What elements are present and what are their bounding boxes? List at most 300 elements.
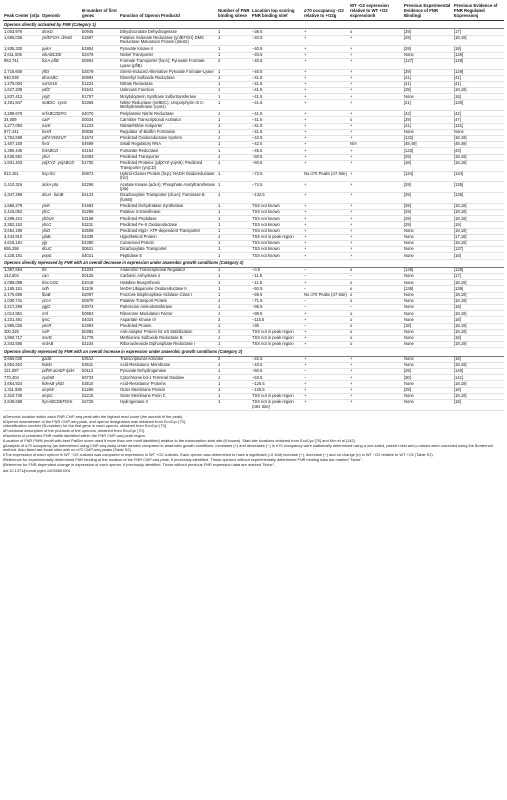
table-cell: 655,298 — [3, 247, 41, 253]
table-cell: b4335 — [81, 234, 119, 240]
table-cell: Acid-Resistance Membrane — [119, 362, 217, 368]
table-cell: 1,277,082 — [3, 123, 41, 129]
table-cell: [126] — [453, 52, 504, 58]
table-cell: [19] — [453, 46, 504, 52]
table-cell: Dicarboxylate Transporter (dcuA); Fumarase B (fumB) — [119, 193, 217, 204]
table-cell: None — [403, 329, 453, 335]
column-header: σ70 occupancy -O2 relative to +O2g — [303, 2, 349, 21]
table-cell: + — [303, 129, 349, 135]
table-cell: + — [349, 75, 403, 81]
table-cell: b1541 — [81, 88, 119, 94]
table-cell: Carbonic Anhydrase 2 — [119, 274, 217, 280]
table-cell: ydfZ — [41, 88, 81, 94]
table-cell: None — [403, 52, 453, 58]
table-cell: TSS not in peak region — [251, 342, 303, 348]
table-cell: 3,635,591 — [3, 154, 41, 160]
table-cell: + — [349, 216, 403, 222]
column-header: Peak Center (nt)a — [3, 2, 41, 21]
table-cell: [41] — [403, 75, 453, 81]
table-cell: 1 — [217, 240, 251, 246]
table-cell: −22.5 — [251, 356, 303, 362]
table-cell: 1 — [217, 305, 251, 311]
table-cell: [29] — [403, 46, 453, 52]
table-cell: b0873 — [81, 171, 119, 182]
table-cell: Periplasmic Nitrite Reductase — [119, 111, 217, 117]
table-cell: 1 — [217, 393, 251, 399]
table-cell: [18] — [453, 356, 504, 362]
table-cell: b3510 — [81, 381, 119, 387]
table-cell: −40.5 — [251, 52, 303, 58]
table-cell: 400,328 — [3, 329, 41, 335]
table-cell: − — [303, 298, 349, 304]
table-cell: 1 — [217, 193, 251, 204]
table-cell: [132] — [403, 135, 453, 141]
table-cell: nirBDC- cysG — [41, 100, 81, 111]
table-cell: pykA — [41, 46, 81, 52]
table-cell: [29] — [403, 117, 453, 123]
table-cell: Ribonucleoside Diphosphate Reductase I — [119, 342, 217, 348]
table-cell: [18,19] — [453, 154, 504, 160]
table-cell: b1854 — [81, 46, 119, 52]
table-cell: + — [349, 356, 403, 362]
table-cell: [29] — [403, 210, 453, 216]
table-cell: Outer Membrane Porin C — [119, 393, 217, 399]
table-cell: [133] — [403, 148, 453, 154]
table-cell: NADH:Ubiquinone Oxidoreductase II — [119, 286, 217, 292]
table-cell: 3,491,947 — [3, 100, 41, 111]
table-cell: Fumarate Reductase — [119, 148, 217, 154]
table-cell: TSS not known — [251, 216, 303, 222]
table-cell: 2,342,585 — [3, 342, 41, 348]
table-cell: yecR — [41, 323, 81, 329]
table-cell: cydAB — [41, 375, 81, 381]
table-cell: No σ70 Peaks (σ7 Site) — [303, 292, 349, 298]
table-cell: −132.5 — [251, 193, 303, 204]
table-cell: + — [349, 129, 403, 135]
table-cell: + — [349, 171, 403, 182]
table-cell: − — [303, 305, 349, 311]
table-cell: + — [303, 75, 349, 81]
table-cell: dcuA- fumB — [41, 193, 81, 204]
table-cell: [43] — [453, 148, 504, 154]
table-cell: Predicted Fe-S Oxidoreductase — [119, 222, 217, 228]
table-cell: 2 — [217, 356, 251, 362]
table-cell: + — [303, 29, 349, 35]
table-cell: Pyruvate Dehydrogenase — [119, 369, 217, 375]
table-cell: [42] — [403, 111, 453, 117]
table-cell: + — [303, 356, 349, 362]
table-cell: + — [303, 228, 349, 234]
table-cell: + — [303, 387, 349, 393]
table-cell: [18,19] — [453, 298, 504, 304]
table-cell: TSS not known — [251, 240, 303, 246]
table-cell: None — [403, 305, 453, 311]
table-cell: + — [349, 362, 403, 368]
table-cell: TSS not known — [251, 203, 303, 209]
table-cell: dmsABC — [41, 75, 81, 81]
footnote: aGenomic location within each FNR ChIP-seq peak with the highest read count (the summit of the peak). — [3, 413, 184, 419]
table-cell: fbaB — [41, 292, 81, 298]
table-cell: −72.5 — [251, 171, 303, 182]
table-cell: Predicted Oxidoreductase System — [119, 135, 217, 141]
table-cell: [18,19] — [453, 216, 504, 222]
table-cell: b4021 — [81, 253, 119, 259]
table-cell: pepE — [41, 253, 81, 259]
table-footnotes — [3, 415, 504, 474]
table-cell: 1 — [217, 111, 251, 117]
table-cell: Hypothetical Protein — [119, 234, 217, 240]
table-cell: −98.5 — [251, 311, 303, 317]
table-cell: b1757 — [81, 94, 119, 100]
table-cell: 3,299,421 — [3, 216, 41, 222]
table-cell: None — [403, 94, 453, 100]
footnote: iReference for experimentally determined FNR binding at the location of the FNR ChIP-seq peak, if previously identified. Those operons without experimentally determined FNR binding data are marked "None". — [3, 456, 363, 462]
column-header: Number of FNR binding sitese — [217, 2, 251, 21]
table-cell: 2,848,688 — [3, 400, 41, 411]
table-cell: 1,407,150 — [3, 142, 41, 148]
table-cell: fnrS — [41, 142, 81, 148]
table-cell: [18] — [453, 387, 504, 393]
doi-text: doi:10.1371/journal.pgen.1003565.t001 — [3, 467, 71, 473]
table-cell: b1109 — [81, 286, 119, 292]
table-cell: bssR — [41, 129, 81, 135]
table-cell: − — [349, 274, 403, 280]
table-cell: ydjXYZ- ynjABCD — [41, 160, 81, 171]
table-cell: −41.5 — [251, 75, 303, 81]
table-cell: 1,986,025 — [3, 323, 41, 329]
footnote: cIdentification number (B-number) for the first gene in each operon, obtained from EcoCyc [70]. — [3, 423, 167, 429]
table-cell: 142,604 — [3, 274, 41, 280]
table-row — [3, 35, 504, 46]
table-cell: + — [303, 393, 349, 399]
table-cell: Predicted Protein — [119, 323, 217, 329]
table-cell: 3,654,924 — [3, 362, 41, 368]
table-cell: TSS not in peak region — [251, 329, 303, 335]
table-cell: [29] — [403, 203, 453, 209]
table-cell: + — [349, 69, 403, 75]
table-cell: 3,611,605 — [3, 52, 41, 58]
table-cell: b3511 — [81, 362, 119, 368]
table-cell: + — [349, 234, 403, 240]
table-cell: + — [303, 46, 349, 52]
table-cell: 3,654,199 — [3, 228, 41, 234]
table-cell: o — [349, 335, 403, 341]
table-cell: [138] — [403, 267, 453, 273]
table-cell: b0382 — [81, 329, 119, 335]
table-cell: 940,035 — [3, 75, 41, 81]
table-cell: frdABCD — [41, 148, 81, 154]
table-cell: 2,716,605 — [3, 69, 41, 75]
table-cell: 3,217,259 — [3, 305, 41, 311]
table-cell: [48,49] — [453, 142, 504, 148]
table-row — [3, 171, 504, 182]
footnote: fLocation of FNR PWM (motif with best PatSer score used if more than one motif identified) relative to the transcription start site (if known). Start site locations obtained from EcoCyc [70] and Kim et al [142]. — [3, 437, 356, 443]
table-cell: + — [349, 228, 403, 234]
table-cell: + — [303, 154, 349, 160]
table-cell: [29] — [403, 222, 453, 228]
table-cell: lysC — [41, 317, 81, 323]
table-cell: 1 — [217, 400, 251, 411]
table-cell: + — [303, 317, 349, 323]
table-cell: + — [349, 381, 403, 387]
table-cell: −41.5 — [251, 123, 303, 129]
table-cell: − — [303, 375, 349, 381]
table-cell: 1 — [217, 247, 251, 253]
table-cell: + — [349, 88, 403, 94]
table-cell: + — [349, 35, 403, 46]
table-cell: nrdAB — [41, 342, 81, 348]
table-cell: + — [303, 111, 349, 117]
table-cell: b2018 — [81, 280, 119, 286]
column-header: B-number of first genec — [81, 2, 119, 21]
table-cell: [18] — [403, 323, 453, 329]
table-cell: Transcriptional Activator — [119, 356, 217, 362]
table-cell: Peptidase E — [119, 253, 217, 259]
table-cell: yjjI — [41, 240, 81, 246]
table-cell: TSS not in peak region (σ54 Site) — [251, 400, 303, 411]
table-cell: ackA-pta — [41, 182, 81, 193]
table-cell: Methionine Sulfoxide Reductase B — [119, 335, 217, 341]
table-cell: 4,615,181 — [3, 240, 41, 246]
table-cell: 1 — [217, 81, 251, 87]
table-cell: Molybdopterin Synthase Sulfurtransferase — [119, 94, 217, 100]
table-cell: 1,831,403 — [3, 160, 41, 171]
table-cell: + — [303, 148, 349, 154]
table-cell: Predicted Transporter — [119, 154, 217, 160]
table-cell: [18,19] — [453, 203, 504, 209]
table-cell: Predicted Mg2+ ATP-dependent Transporter — [119, 228, 217, 234]
category-title: Operons directly repressed by FNR with an overall decrease in expression under anaerobic growth conditions (Category 2) — [3, 259, 504, 267]
table-cell: 1 — [217, 335, 251, 341]
table-cell: Predicted Peptidase — [119, 216, 217, 222]
table-cell: 3,352,152 — [3, 222, 41, 228]
table-cell: 2,088,088 — [3, 280, 41, 286]
table-cell: b3365 — [81, 100, 119, 111]
table-cell: [18,19] — [453, 35, 504, 46]
table-cell: yfiD — [41, 69, 81, 75]
table-cell: b0034 — [81, 117, 119, 123]
table-cell: Putative Transport Protein — [119, 298, 217, 304]
table-cell: 1 — [217, 222, 251, 228]
table-cell: Outer Membrane Protein — [119, 387, 217, 393]
table-cell: b0621 — [81, 247, 119, 253]
table-cell: + — [349, 387, 403, 393]
table-cell: [42] — [453, 111, 504, 117]
table-cell: [29] — [403, 154, 453, 160]
table-cell: [138] — [453, 267, 504, 273]
table-cell: TSS not in peak region — [251, 234, 303, 240]
table-cell: b2296 — [81, 182, 119, 193]
table-cell: o — [349, 286, 403, 292]
table-cell: + — [349, 111, 403, 117]
table-cell: can — [41, 274, 81, 280]
table-cell: 953,741 — [3, 58, 41, 69]
column-header: Location top scoring FNR binding sitef — [251, 2, 303, 21]
table-cell: [18,19] — [453, 323, 504, 329]
table-cell: [134] — [453, 171, 504, 182]
table-cell: Dicarboxylate Transporter — [119, 247, 217, 253]
table-cell: ompW — [41, 387, 81, 393]
table-cell: yniK — [41, 203, 81, 209]
table-cell: + — [303, 381, 349, 387]
footnote: jReference for FNR-dependent change in expression of each operon, if previously identified. Those without previous FNR expression data are marked "None". — [3, 461, 276, 467]
table-cell: [41] — [453, 81, 504, 87]
table-cell: None — [403, 311, 453, 317]
table-cell: −50.5 — [251, 154, 303, 160]
table-cell: b4154 — [81, 148, 119, 154]
table-cell: b0894 — [81, 75, 119, 81]
table-cell: 1 — [217, 253, 251, 259]
table-header-row — [3, 2, 504, 21]
table-cell: Pyruvate Kinase II — [119, 46, 217, 52]
table-cell: [18,19] — [453, 362, 504, 368]
table-cell: 2 — [217, 317, 251, 323]
table-cell: [29] — [403, 35, 453, 46]
table-cell: 1,656,036 — [3, 35, 41, 46]
table-cell: None — [403, 234, 453, 240]
table-cell: [130] — [453, 100, 504, 111]
table-cell: msrB — [41, 335, 81, 341]
table-cell: b0126 — [81, 274, 119, 280]
table-cell: 1 — [217, 292, 251, 298]
table-cell: + — [303, 88, 349, 94]
table-cell: 4,347,259 — [3, 193, 41, 204]
table-cell: Anaerobic Transcriptional Regulator — [119, 267, 217, 273]
table-cell: b0953 — [81, 311, 119, 317]
table-cell: TSS not known — [251, 228, 303, 234]
table-cell: 1 — [217, 274, 251, 280]
table-cell: b0733 — [81, 375, 119, 381]
table-cell: + — [303, 135, 349, 141]
table-cell: None — [403, 393, 453, 399]
table-cell: + — [349, 81, 403, 87]
table-cell: 2,176,686 — [3, 292, 41, 298]
table-cell: [17] — [453, 274, 504, 280]
table-cell: b1223 — [81, 123, 119, 129]
table-cell: [29] — [403, 387, 453, 393]
table-cell: None — [403, 253, 453, 259]
table-row — [3, 58, 504, 69]
table-cell: [18,19] — [453, 311, 504, 317]
table-cell: yccA — [41, 298, 81, 304]
table-cell: o — [349, 323, 403, 329]
table-cell: o — [349, 117, 403, 123]
table-cell: + — [303, 81, 349, 87]
table-cell: ynfEFGH- dmsD — [41, 35, 81, 46]
table-cell: + — [349, 210, 403, 216]
table-cell: b0904 — [81, 58, 119, 69]
table-cell: + — [303, 58, 349, 69]
table-cell: [134] — [403, 171, 453, 182]
table-cell: [18,19] — [453, 292, 504, 298]
table-cell: hcp-hcr — [41, 171, 81, 182]
table-cell: [135] — [453, 182, 504, 193]
table-cell: + — [303, 400, 349, 411]
table-cell: b1750 — [81, 160, 119, 171]
category-title: Operons directly repressed by FNR with an overall increase in expression under anaerobic growth conditions (Category 2) — [3, 348, 504, 356]
table-cell: −40.5 — [251, 58, 303, 69]
table-cell: yhbUV — [41, 216, 81, 222]
table-cell: + — [303, 52, 349, 58]
table-cell: None — [403, 228, 453, 234]
table-cell: hisLGDC — [41, 280, 81, 286]
table-cell: −40.5 — [251, 69, 303, 75]
table-cell: −41.5 — [251, 88, 303, 94]
table-cell: caiF — [41, 117, 81, 123]
table-cell: TSS not in peak region — [251, 393, 303, 399]
table-cell: [29] — [403, 182, 453, 193]
table-cell: + — [303, 234, 349, 240]
table-cell: 1 — [217, 342, 251, 348]
table-cell: Acid-Resistance Proteins — [119, 381, 217, 387]
table-cell: [18,19] — [453, 329, 504, 335]
table-cell: o — [349, 329, 403, 335]
table-cell: + — [349, 154, 403, 160]
table-cell: nikABCDE — [41, 52, 81, 58]
table-cell: + — [303, 160, 349, 171]
table-cell: + — [303, 100, 349, 111]
table-cell: yhiD — [41, 228, 81, 234]
table-cell: b1256 — [81, 387, 119, 393]
table-cell: [41] — [403, 123, 453, 129]
table-cell: [18,19] — [453, 280, 504, 286]
table-cell: [48,49] — [403, 142, 453, 148]
category-title: Operons directly activated by FNR (Category 1) — [3, 21, 504, 29]
table-cell: 3,654,924 — [3, 381, 41, 387]
table-cell: [17] — [453, 29, 504, 35]
table-cell: 1 — [217, 123, 251, 129]
table-cell: 1 — [217, 135, 251, 141]
table-cell: b2579 — [81, 69, 119, 75]
table-cell: [18,19] — [453, 381, 504, 387]
table-cell: 4,231,491 — [3, 317, 41, 323]
table-cell: 1 — [217, 94, 251, 100]
table-cell: 1 — [217, 117, 251, 123]
column-header: Previous Experimental Evidence of FNR Bindingi — [403, 2, 453, 21]
table-cell: Ribosome Modulation Factor — [119, 311, 217, 317]
table-cell: None — [403, 274, 453, 280]
table-cell: + — [349, 52, 403, 58]
table-cell: [41] — [403, 81, 453, 87]
table-cell: None — [403, 292, 453, 298]
table-cell: None — [403, 247, 453, 253]
table-cell: [29] — [403, 29, 453, 35]
table-cell: Cytochrome bd-1 Terminal Oxidase — [119, 375, 217, 381]
table-cell: b3158 — [81, 216, 119, 222]
table-cell: ynjE — [41, 94, 81, 100]
table-cell: − — [303, 369, 349, 375]
table-cell: 1 — [217, 228, 251, 234]
table-row — [3, 193, 504, 204]
table-cell: + — [303, 182, 349, 193]
table-cell: [30] — [403, 375, 453, 381]
table-row — [3, 400, 504, 411]
table-cell: [18,19] — [453, 342, 504, 348]
table-cell: b1593 — [81, 203, 119, 209]
table-cell: 1 — [217, 210, 251, 216]
table-cell: + — [349, 135, 403, 141]
table-cell: −71.5 — [251, 298, 303, 304]
table-cell: + — [303, 362, 349, 368]
table-cell: −126.5 — [251, 387, 303, 393]
table-cell: − — [303, 286, 349, 292]
footnote: gAnalysis of σ70 occupancy (as determined using ChIP-seq data) under aerobic compared to anaerobic growth conditions. Increases (+) and decreases (−) in σ70 occupancy were statistically determined using a one-sided, paired t-test and p-values were corrected using the Bonferroni method. Also listed are those sites with no σ70 ChIP-seq peaks (Table S2). — [3, 442, 493, 453]
table-cell: b2234 — [81, 342, 119, 348]
table-cell: Small Regulatory RNA — [119, 142, 217, 148]
table-cell: o — [349, 298, 403, 304]
table-cell: + — [303, 222, 349, 228]
table-cell: Fructose Bisphosphate Aldolase Class I — [119, 292, 217, 298]
